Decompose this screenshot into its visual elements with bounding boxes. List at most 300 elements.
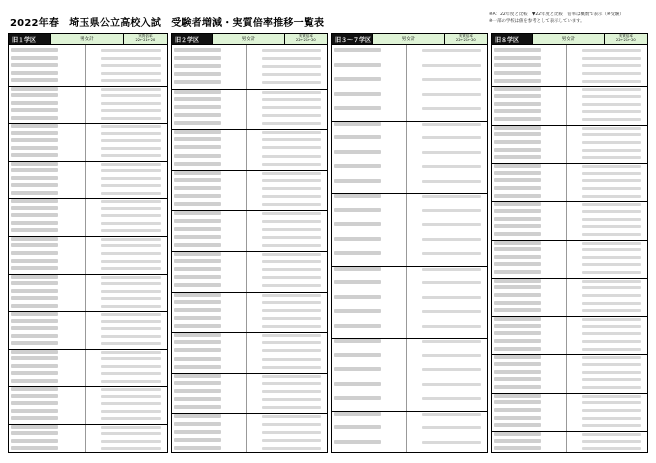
table-row <box>492 186 647 192</box>
school-name-placeholder <box>334 222 381 226</box>
school-name-placeholder <box>174 154 221 158</box>
ratio-values-placeholder <box>101 395 161 398</box>
table-row <box>492 416 647 422</box>
ratio-values-placeholder <box>582 57 641 60</box>
ratio-values-placeholder <box>582 195 641 198</box>
table-row <box>332 48 487 54</box>
ratio-values-placeholder <box>101 125 161 128</box>
school-name-placeholder <box>11 221 58 225</box>
table-row <box>9 123 167 129</box>
ratio-values-placeholder <box>422 180 481 183</box>
ratio-values-placeholder <box>262 423 321 426</box>
ratio-values-placeholder <box>262 91 321 94</box>
table-row <box>492 240 647 246</box>
ratio-values-placeholder <box>101 276 161 279</box>
table-row <box>492 232 647 238</box>
school-name-placeholder <box>494 377 541 381</box>
table-row <box>172 308 327 314</box>
table-row <box>492 400 647 406</box>
school-name-placeholder <box>174 137 221 141</box>
school-name-placeholder <box>174 90 221 94</box>
school-name-placeholder <box>174 171 221 175</box>
table-row <box>9 101 167 107</box>
table-row <box>332 106 487 112</box>
school-name-placeholder <box>174 162 221 166</box>
school-name-placeholder <box>11 243 58 247</box>
table-row <box>172 283 327 289</box>
table-row <box>492 155 647 161</box>
ratio-values-placeholder <box>101 297 161 300</box>
table-row <box>332 396 487 402</box>
table-row <box>492 339 647 345</box>
table-row <box>492 331 647 337</box>
ratio-values-placeholder <box>262 301 321 304</box>
ratio-values-placeholder <box>582 127 641 130</box>
table-row <box>172 275 327 281</box>
table-row <box>9 78 167 84</box>
note-line: ※A：22年度と比較 ▼22年度と比較 倍率は概数で表示（※受験） <box>489 12 624 17</box>
table-row <box>492 171 647 177</box>
school-name-placeholder <box>494 155 541 159</box>
table-row <box>492 194 647 200</box>
table-row <box>172 243 327 249</box>
ratio-values-placeholder <box>262 366 321 369</box>
school-name-placeholder <box>334 237 381 241</box>
ratio-values-placeholder <box>582 242 641 245</box>
ratio-values-placeholder <box>582 263 641 266</box>
panel-header <box>492 34 647 45</box>
school-name-placeholder <box>11 87 58 91</box>
school-name-placeholder <box>334 295 381 299</box>
ratio-values-placeholder <box>422 195 481 198</box>
ratio-values-placeholder <box>262 431 321 434</box>
school-name-placeholder <box>494 224 541 228</box>
panel-rows <box>172 45 327 452</box>
ratio-values-placeholder <box>582 218 641 221</box>
table-row <box>9 289 167 295</box>
school-name-placeholder <box>174 97 221 101</box>
ratio-values-placeholder <box>582 179 641 182</box>
table-row <box>172 430 327 436</box>
ratio-label: 実質倍率 <box>458 34 473 39</box>
ratio-values-placeholder <box>262 260 321 263</box>
table-row <box>9 394 167 400</box>
table-row <box>492 385 647 391</box>
table-row <box>492 209 647 215</box>
table-row <box>492 377 647 383</box>
ratio-values-placeholder <box>101 57 161 60</box>
district-panel-2 <box>171 33 328 453</box>
school-name-placeholder <box>334 150 381 154</box>
table-row <box>332 92 487 98</box>
school-name-placeholder <box>11 237 58 241</box>
school-name-placeholder <box>11 71 58 75</box>
table-row <box>332 295 487 301</box>
ratio-values-placeholder <box>582 271 641 274</box>
ratio-values-placeholder <box>582 210 641 213</box>
table-row <box>9 379 167 385</box>
table-row <box>492 148 647 154</box>
ratio-values-placeholder <box>101 72 161 75</box>
school-name-placeholder <box>494 317 541 321</box>
ratio-values-placeholder <box>262 212 321 215</box>
table-row <box>9 183 167 189</box>
table-row <box>172 170 327 176</box>
table-row <box>172 194 327 200</box>
school-name-placeholder <box>494 87 541 91</box>
table-row <box>332 367 487 373</box>
ratio-values-placeholder <box>422 64 481 67</box>
table-row <box>9 431 167 437</box>
ratio-values-placeholder <box>582 424 641 427</box>
table-row <box>9 71 167 77</box>
table-row <box>492 63 647 69</box>
table-row <box>492 270 647 276</box>
school-name-placeholder <box>494 285 541 289</box>
school-name-placeholder <box>494 148 541 152</box>
table-row <box>9 243 167 249</box>
school-name-placeholder <box>494 202 541 206</box>
school-name-placeholder <box>334 48 381 52</box>
school-name-placeholder <box>11 275 58 279</box>
table-row <box>9 228 167 234</box>
table-row <box>332 208 487 214</box>
school-name-placeholder <box>11 56 58 60</box>
table-row <box>332 251 487 257</box>
ratio-values-placeholder <box>101 365 161 368</box>
ratio-values-placeholder <box>422 325 481 328</box>
ratio-values-placeholder <box>262 334 321 337</box>
table-row <box>332 338 487 344</box>
school-name-placeholder <box>174 438 221 442</box>
table-row <box>9 161 167 167</box>
school-name-placeholder <box>11 416 58 420</box>
school-name-placeholder <box>11 183 58 187</box>
ratio-values-placeholder <box>582 165 641 168</box>
panel-header <box>332 34 487 45</box>
ratio-values-placeholder <box>101 417 161 420</box>
table-row <box>492 347 647 353</box>
years-label: 22←21←20 <box>295 38 316 42</box>
ratio-values-placeholder <box>582 225 641 228</box>
school-name-placeholder <box>494 132 541 136</box>
school-name-placeholder <box>494 171 541 175</box>
school-name-placeholder <box>334 324 381 328</box>
school-name-placeholder <box>174 405 221 409</box>
school-name-placeholder <box>494 416 541 420</box>
school-name-placeholder <box>11 371 58 375</box>
table-row <box>172 145 327 151</box>
ratio-values-placeholder <box>422 383 481 386</box>
school-name-placeholder <box>494 347 541 351</box>
ratio-values-placeholder <box>582 172 641 175</box>
school-name-placeholder <box>494 308 541 312</box>
table-row <box>172 202 327 208</box>
school-name-placeholder <box>11 168 58 172</box>
ratio-values-placeholder <box>582 340 641 343</box>
school-name-placeholder <box>174 130 221 134</box>
notes <box>489 12 649 26</box>
ratio-values-placeholder <box>101 207 161 210</box>
panel-header <box>172 34 327 45</box>
table-row <box>172 235 327 241</box>
ratio-values-placeholder <box>262 349 321 352</box>
school-name-placeholder <box>334 396 381 400</box>
district-name: 旧２学区 <box>172 34 212 44</box>
ratio-values-placeholder <box>101 260 161 263</box>
ratio-values-placeholder <box>262 406 321 409</box>
school-name-placeholder <box>174 227 221 231</box>
school-name-placeholder <box>174 389 221 393</box>
table-row <box>9 251 167 257</box>
ratio-column-label <box>444 34 487 44</box>
table-row <box>492 201 647 207</box>
ratio-values-placeholder <box>582 203 641 206</box>
ratio-values-placeholder <box>262 236 321 239</box>
ratio-values-placeholder <box>422 123 481 126</box>
school-name-placeholder <box>494 394 541 398</box>
table-row <box>172 340 327 346</box>
ratio-values-placeholder <box>422 268 481 271</box>
table-row <box>172 413 327 419</box>
table-row <box>492 125 647 131</box>
ratio-values-placeholder <box>262 284 321 287</box>
ratio-label: 実質倍率 <box>618 34 633 39</box>
school-name-placeholder <box>11 176 58 180</box>
school-name-placeholder <box>174 374 221 378</box>
ratio-values-placeholder <box>422 426 481 429</box>
table-row <box>332 150 487 156</box>
school-name-placeholder <box>11 281 58 285</box>
table-row <box>332 324 487 330</box>
school-name-placeholder <box>174 105 221 109</box>
ratio-values-placeholder <box>262 114 321 117</box>
school-name-placeholder <box>334 425 381 429</box>
ratio-values-placeholder <box>262 138 321 141</box>
ratio-values-placeholder <box>262 317 321 320</box>
school-name-placeholder <box>11 350 58 354</box>
table-row <box>492 56 647 62</box>
school-name-placeholder <box>11 162 58 166</box>
ratio-values-placeholder <box>422 441 481 444</box>
school-name-placeholder <box>494 241 541 245</box>
school-name-placeholder <box>174 283 221 287</box>
school-name-placeholder <box>174 293 221 297</box>
ratio-values-placeholder <box>101 139 161 142</box>
table-row <box>492 308 647 314</box>
ratio-values-placeholder <box>101 440 161 443</box>
school-name-placeholder <box>11 289 58 293</box>
table-row <box>9 341 167 347</box>
table-row <box>172 373 327 379</box>
ratio-label: 実質倍率 <box>298 34 313 39</box>
school-name-placeholder <box>494 432 541 436</box>
ratio-values-placeholder <box>582 378 641 381</box>
panel-rows <box>492 45 647 452</box>
school-name-placeholder <box>494 355 541 359</box>
ratio-values-placeholder <box>101 426 161 429</box>
school-name-placeholder <box>11 199 58 203</box>
table-row <box>492 324 647 330</box>
ratio-values-placeholder <box>101 147 161 150</box>
table-row <box>9 424 167 430</box>
table-row <box>172 210 327 216</box>
ratio-values-placeholder <box>101 177 161 180</box>
table-row <box>332 237 487 243</box>
school-name-placeholder <box>174 56 221 60</box>
ratio-values-placeholder <box>422 78 481 81</box>
table-row <box>492 224 647 230</box>
table-row <box>492 217 647 223</box>
ratio-values-placeholder <box>101 313 161 316</box>
ratio-values-placeholder <box>101 290 161 293</box>
school-name-placeholder <box>11 191 58 195</box>
school-name-placeholder <box>494 217 541 221</box>
ratio-values-placeholder <box>101 117 161 120</box>
table-row <box>332 77 487 83</box>
school-name-placeholder <box>494 164 541 168</box>
table-row <box>492 431 647 437</box>
ratio-values-placeholder <box>422 368 481 371</box>
school-name-placeholder <box>11 266 58 270</box>
table-row <box>9 176 167 182</box>
ratio-values-placeholder <box>422 238 481 241</box>
table-row <box>9 131 167 137</box>
school-name-placeholder <box>11 446 58 450</box>
table-row <box>492 408 647 414</box>
table-row <box>172 300 327 306</box>
school-name-placeholder <box>174 422 221 426</box>
school-name-placeholder <box>174 121 221 125</box>
ratio-values-placeholder <box>262 447 321 450</box>
table-row <box>172 154 327 160</box>
table-row <box>492 109 647 115</box>
table-row <box>492 140 647 146</box>
school-name-placeholder <box>494 56 541 60</box>
ratio-values-placeholder <box>262 49 321 52</box>
school-name-placeholder <box>11 116 58 120</box>
school-name-placeholder <box>174 186 221 190</box>
ratio-values-placeholder <box>262 244 321 247</box>
school-name-placeholder <box>11 304 58 308</box>
table-row <box>492 262 647 268</box>
table-row <box>172 446 327 452</box>
school-name-placeholder <box>174 414 221 418</box>
school-name-placeholder <box>11 401 58 405</box>
table-row <box>9 311 167 317</box>
school-name-placeholder <box>334 208 381 212</box>
table-row <box>9 266 167 272</box>
table-row <box>9 326 167 332</box>
ratio-values-placeholder <box>101 380 161 383</box>
ratio-values-placeholder <box>422 354 481 357</box>
school-name-placeholder <box>174 357 221 361</box>
school-name-placeholder <box>334 367 381 371</box>
school-name-placeholder <box>174 397 221 401</box>
note-line: ※一部の学校は値を参考として表示しています。 <box>489 18 585 24</box>
school-name-placeholder <box>11 394 58 398</box>
ratio-values-placeholder <box>582 356 641 359</box>
ratio-values-placeholder <box>101 229 161 232</box>
school-name-placeholder <box>11 251 58 255</box>
change-column-label: 男女計 <box>372 34 443 44</box>
ratio-values-placeholder <box>582 118 641 121</box>
school-name-placeholder <box>334 194 381 198</box>
school-name-placeholder <box>334 353 381 357</box>
ratio-values-placeholder <box>262 81 321 84</box>
school-name-placeholder <box>11 409 58 413</box>
ratio-values-placeholder <box>582 371 641 374</box>
school-name-placeholder <box>174 324 221 328</box>
school-name-placeholder <box>11 387 58 391</box>
school-name-placeholder <box>11 124 58 128</box>
school-name-placeholder <box>334 77 381 81</box>
table-row <box>172 316 327 322</box>
table-row <box>172 267 327 273</box>
ratio-values-placeholder <box>101 305 161 308</box>
ratio-values-placeholder <box>582 417 641 420</box>
school-name-placeholder <box>494 331 541 335</box>
table-row <box>492 393 647 399</box>
school-name-placeholder <box>174 430 221 434</box>
ratio-values-placeholder <box>582 80 641 83</box>
table-row <box>172 186 327 192</box>
table-row <box>172 332 327 338</box>
school-name-placeholder <box>11 334 58 338</box>
ratio-values-placeholder <box>422 397 481 400</box>
table-row <box>172 72 327 78</box>
table-row <box>172 438 327 444</box>
table-row <box>9 168 167 174</box>
table-row <box>492 71 647 77</box>
school-name-placeholder <box>334 164 381 168</box>
school-name-placeholder <box>494 117 541 121</box>
school-name-placeholder <box>11 63 58 67</box>
school-name-placeholder <box>11 439 58 443</box>
table-row <box>9 259 167 265</box>
school-name-placeholder <box>11 356 58 360</box>
table-row <box>9 409 167 415</box>
ratio-values-placeholder <box>101 214 161 217</box>
table-row <box>172 89 327 95</box>
ratio-values-placeholder <box>101 335 161 338</box>
change-column-label: 男女計 <box>212 34 283 44</box>
ratio-values-placeholder <box>422 49 481 52</box>
ratio-values-placeholder <box>582 309 641 312</box>
school-name-placeholder <box>494 400 541 404</box>
ratio-values-placeholder <box>262 179 321 182</box>
page-title: 2022年春 埼玉県公立高校入試 受験者増減・実質倍率推移一覧表 <box>10 18 325 29</box>
school-name-placeholder <box>11 206 58 210</box>
ratio-values-placeholder <box>422 310 481 313</box>
school-name-placeholder <box>174 308 221 312</box>
school-name-placeholder <box>174 178 221 182</box>
school-name-placeholder <box>494 262 541 266</box>
ratio-values-placeholder <box>262 228 321 231</box>
table-row <box>9 274 167 280</box>
ratio-values-placeholder <box>582 286 641 289</box>
school-name-placeholder <box>174 72 221 76</box>
table-row <box>172 381 327 387</box>
ratio-values-placeholder <box>101 49 161 52</box>
ratio-values-placeholder <box>582 433 641 436</box>
ratio-values-placeholder <box>262 309 321 312</box>
ratio-values-placeholder <box>582 133 641 136</box>
table-row <box>9 296 167 302</box>
school-name-placeholder <box>11 48 58 52</box>
school-name-placeholder <box>11 319 58 323</box>
school-name-placeholder <box>494 301 541 305</box>
